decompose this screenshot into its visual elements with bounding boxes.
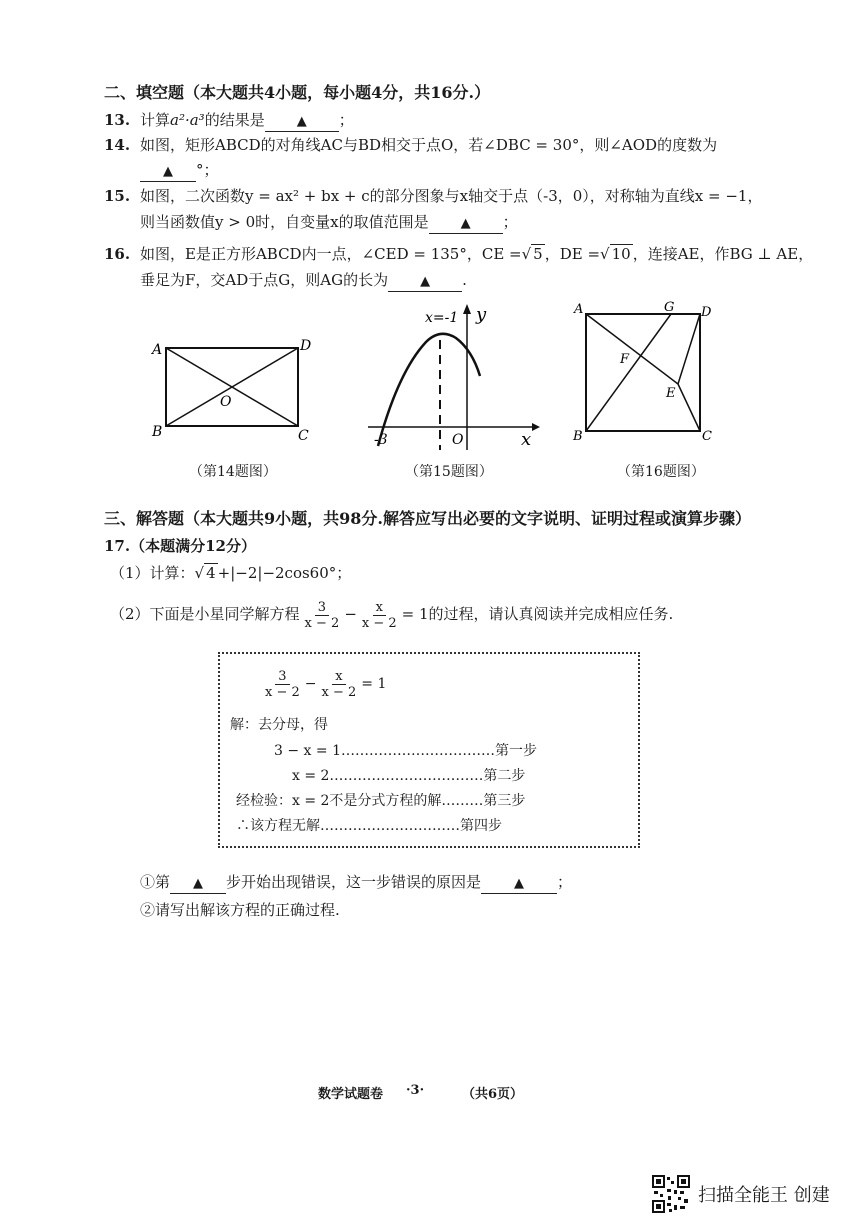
- fig16-label-c: C: [702, 429, 712, 444]
- figure-15-caption: （第15题图）: [405, 464, 493, 480]
- question-14-line2: ▲ °；: [140, 159, 219, 182]
- solution-step-4: ∴该方程无解…………………………第四步: [236, 818, 502, 834]
- solution-step-2: x = 2……………………………第二步: [292, 768, 526, 784]
- solution-step-3: 经检验：x = 2不是分式方程的解………第三步: [236, 793, 526, 809]
- answer-blank-14[interactable]: ▲: [140, 163, 196, 182]
- solution-step-intro: 解：去分母，得: [230, 717, 328, 733]
- question-13: 13. 计算a²·a³的结果是 ▲ ；: [104, 109, 354, 132]
- answer-blank-reason[interactable]: ▲: [481, 875, 557, 894]
- scanner-watermark: 扫描全能王 创建: [698, 1185, 830, 1206]
- fig16-label-f: F: [620, 352, 630, 367]
- task-2: ②请写出解该方程的正确过程.: [140, 901, 340, 919]
- figure-16-caption: （第16题图）: [617, 464, 705, 480]
- figure-16: [570, 298, 720, 446]
- fig14-label-d: D: [300, 338, 312, 354]
- question-16-line2: 垂足为F，交AD于点G，则AG的长为 ▲ .: [140, 269, 467, 292]
- answer-blank-step[interactable]: ▲: [170, 875, 226, 894]
- fig16-label-b: B: [573, 429, 583, 444]
- answer-blank-13[interactable]: ▲: [265, 113, 339, 132]
- fig16-label-g: G: [664, 300, 675, 315]
- fig15-neg3-label: -3: [374, 432, 388, 448]
- question-17-part2: （2）下面是小星同学解方程 $\frac{3}{x - 2}$ − $\frac{x}{x - 2}$ = 1的过程，请认真阅读并完成相应任务.: [110, 599, 674, 631]
- fig14-label-o: O: [220, 394, 232, 410]
- footer-page: ·3·: [406, 1083, 425, 1098]
- figure-14: [150, 332, 320, 447]
- solution-step-1: 3 − x = 1……………………………第一步: [274, 743, 537, 759]
- fraction-2: $\frac{x}{x - 2}$: [361, 599, 397, 631]
- figure-14-caption: （第14题图）: [189, 464, 277, 480]
- question-17-part1: （1）计算：√ 4 +|−2|−2cos60°；: [110, 564, 352, 582]
- question-15: 15. 如图，二次函数y = ax² + bx + c的部分图象与x轴交于点（-3，0），对称轴为直线x = −1，: [104, 187, 763, 205]
- question-14: 14. 如图，矩形ABCD的对角线AC与BD相交于点O，若∠DBC = 30°，则∠AOD的度数为: [104, 136, 718, 154]
- footer-title: 数学试题卷: [318, 1087, 384, 1102]
- question-16: 16. 如图，E是正方形ABCD内一点，∠CED = 135°，CE =√ 5 ，DE =√ 10 ，连接AE，作BG ⊥ AE，: [104, 245, 814, 263]
- fraction-1: $\frac{3}{x - 2}$: [304, 599, 340, 631]
- section-2-title: 二、填空题（本大题共4小题，每小题4分，共16分.）: [104, 83, 491, 102]
- fig15-x-label: x: [521, 429, 532, 450]
- fig15-y-label: y: [476, 304, 487, 325]
- footer-total: （共6页）: [462, 1087, 524, 1102]
- fig15-origin-label: O: [452, 432, 464, 448]
- answer-blank-15[interactable]: ▲: [429, 215, 503, 234]
- solution-equation: $\frac{3}{x - 2}$ − $\frac{x}{x - 2}$ = 1: [265, 668, 387, 700]
- task-1: ①第 ▲ 步开始出现错误，这一步错误的原因是 ▲ ；: [140, 871, 572, 894]
- fig14-label-c: C: [298, 428, 309, 444]
- fig14-label-b: B: [152, 424, 163, 440]
- question-15-line2: 则当函数值y > 0时，自变量x的取值范围是 ▲ ；: [140, 211, 518, 234]
- answer-blank-16[interactable]: ▲: [388, 273, 462, 292]
- fig14-label-a: A: [152, 342, 163, 358]
- solution-box: [218, 652, 640, 848]
- fig15-axis-label: x=-1: [425, 310, 459, 326]
- figure-15: [360, 300, 540, 452]
- question-17-title: 17.（本题满分12分）: [104, 537, 256, 555]
- fig16-label-d: D: [701, 305, 712, 320]
- section-3-title: 三、解答题（本大题共9小题，共98分.解答应写出必要的文字说明、证明过程或演算步骤）: [104, 509, 751, 528]
- fig16-label-a: A: [574, 302, 584, 317]
- qr-code-icon: [652, 1175, 690, 1213]
- fig16-label-e: E: [666, 386, 676, 401]
